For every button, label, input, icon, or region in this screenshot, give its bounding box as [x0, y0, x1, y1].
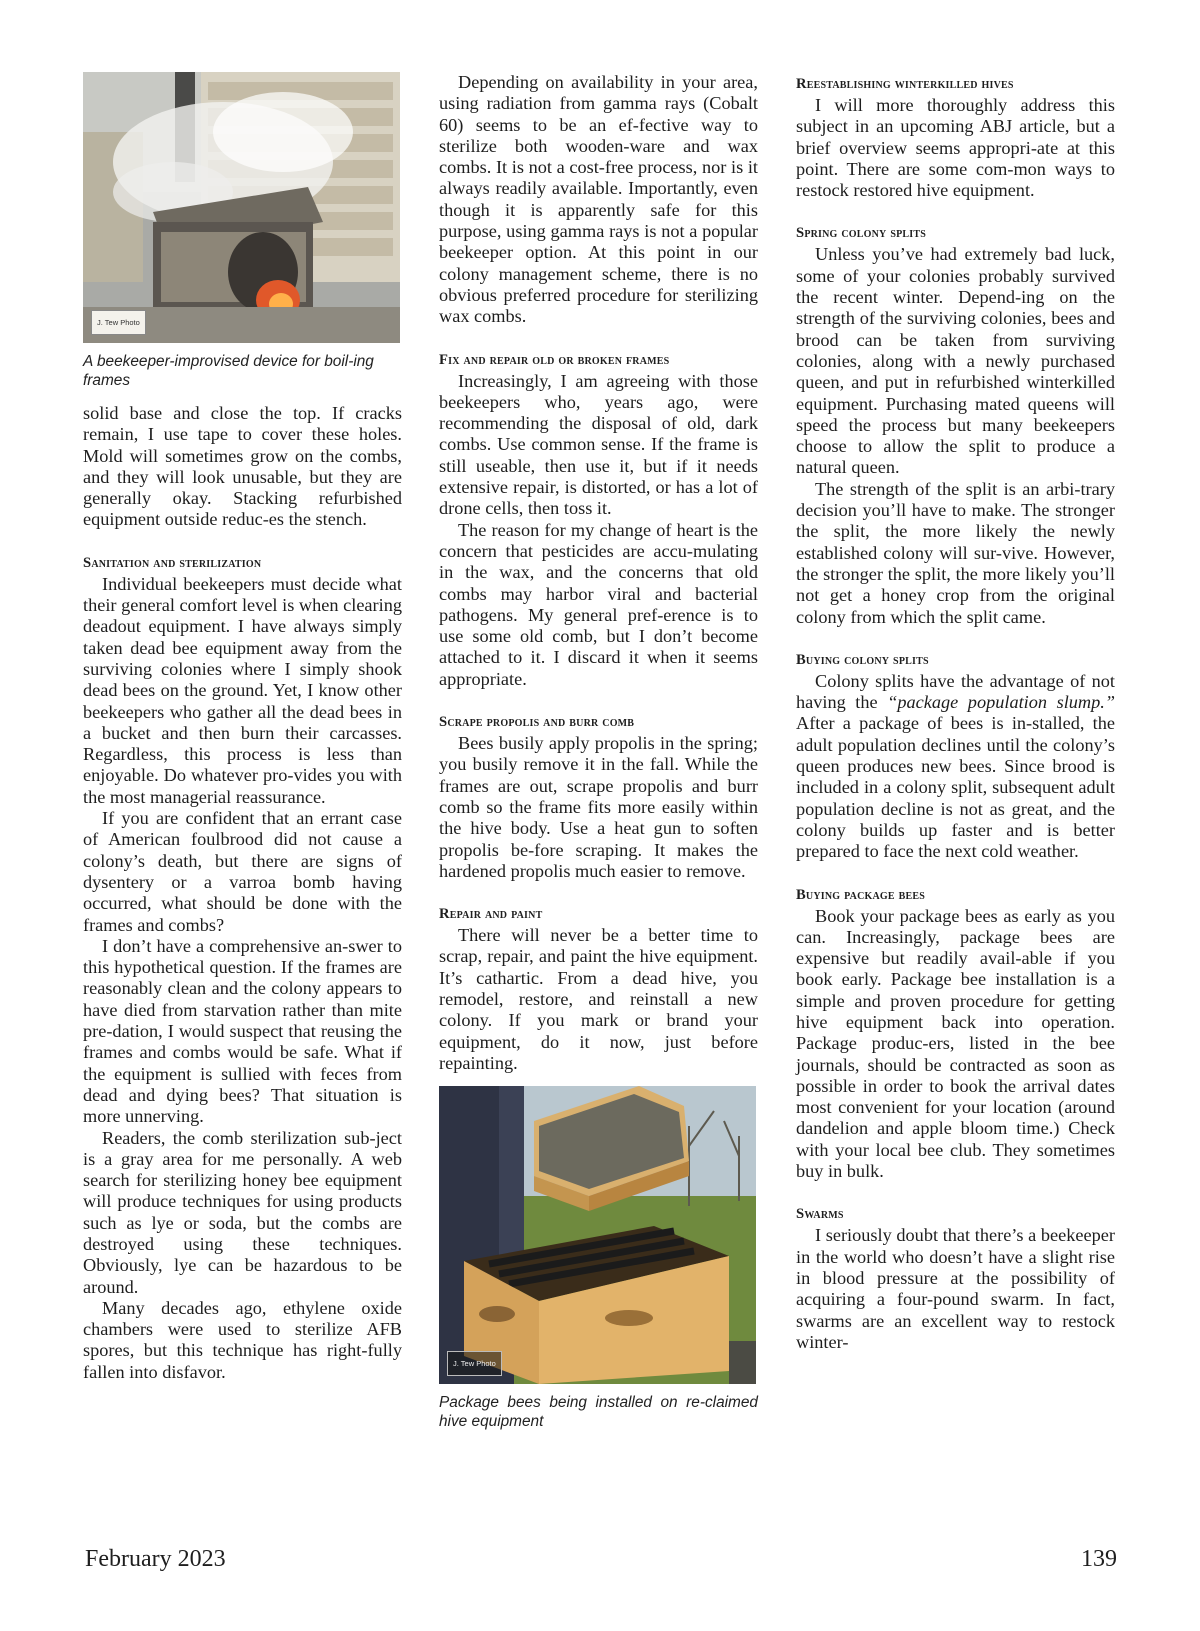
page-number: 139 — [1081, 1546, 1117, 1572]
section-heading: Buying package bees — [796, 886, 925, 903]
paragraph: If you are confident that an errant case of American foulbrood did not cause a colony’s death, but there are signs of dysentery or a varroa bomb having occurred, what should be done with the frames and combs? — [83, 808, 402, 935]
section-heading: Repair and paint — [439, 906, 543, 923]
package-bees-photo — [439, 1086, 756, 1384]
paragraph-text: Colony splits have the advantage of not having the — [796, 670, 1115, 713]
paragraph: Individual beekeepers must decide what their general comfort level is when clearing deadout equipment. I have always simply taken dead bee equipment away from the surviving colonies where I simply shook dead bees on the ground. Yet, I know other beekeepers who gather all the dead bees in a bucket and then burn their carcasses. Regardless, this process is less than enjoyable. Do whatever pro-vides you with the most managerial reassurance. — [83, 573, 402, 807]
paragraph: Many decades ago, ethylene oxide chambers were used to sterilize AFB spores, but this technique has right-fully fallen into disfavor. — [83, 1297, 402, 1382]
paragraph: I don’t have a comprehensive an-swer to this hypothetical question. If the frames are reasonably clean and the colony appears to have died from starvation rather than mite pre-dation, I would suspect that reusing the frames and combs would be safe. What if the equipment is sullied with feces from dead and dying bees? That situation is more unnerving. — [83, 935, 402, 1127]
section-heading: Swarms — [796, 1206, 844, 1223]
paragraph: Bees busily apply propolis in the spring; you busily remove it in the fall. While the frames are out, scrape propolis and burr comb so the frame fits more easily within the hive body. Use a heat gun to soften propolis be-fore scraping. It makes the hardened propolis much easier to remove. — [439, 733, 758, 881]
emphasized-phrase: “package population slump.” — [887, 692, 1115, 713]
photo-credit: J. Tew Photo — [91, 310, 146, 335]
paragraph: Depending on availability in your area, using radiation from gamma rays (Cobalt 60) seems to be an ef-fective way to sterilize both wooden-ware and wax combs. It is not a cost-free process, nor is it always readily available. Importantly, even though it is apparently safe for this purpose, using gamma rays is not a popular beekeeper option. At this point in our colony management scheme, there is no obvious preferred procedure for sterilizing wax combs. — [439, 72, 758, 327]
paragraph: Book your package bees as early as you can. Increasingly, package bees are expensive but readily avail-able if you book early. Package bee installation is a simple and proven procedure for getting hive equipment back into operation. Package produc-ers, listed in the bee journals, should be contracted as soon as possible in order to book the arrival dates most convenient for your location (around dandelion and apple bloom time.) Check with your local bee club. They sometimes buy in bulk. — [796, 905, 1115, 1182]
issue-date: February 2023 — [85, 1546, 226, 1572]
paragraph: solid base and close the top. If cracks remain, I use tape to cover these holes. Mold will sometimes grow on the combs, and they will look unusable, but they are generally okay. Stacking refurbished equipment outside reduc-es the stench. — [83, 403, 402, 530]
column-3 — [796, 74, 1115, 1353]
section-heading: Reestablishing winterkilled hives — [796, 76, 1014, 92]
paragraph — [796, 671, 1115, 863]
section-heading: Sanitation and sterilization — [83, 554, 262, 571]
paragraph-text: After a package of bees is in-stalled, the adult population declines until the colony’s queen produces new bees. Since brood is included in a colony split, subsequent adult population decline is not as great, and the colony builds up faster and is better prepared to face the next cold weather. — [796, 713, 1115, 862]
paragraph: Readers, the comb sterilization sub-ject is a gray area for me personally. A web search for sterilizing honey bee equipment will produce techniques for using products such as lye or soda, but the combs are destroyed using these techniques. Obviously, lye can be hazardous to be around. — [83, 1127, 402, 1297]
paragraph: The reason for my change of heart is the concern that pesticides are accu-mulating in the wax, and the concerns that old combs may harbor viral and bacterial pathogens. My general pref-erence is to use some old comb, but I don’t become attached to it. I discard it when it seems appropriate. — [439, 519, 758, 689]
section-heading: Scrape propolis and burr comb — [439, 714, 635, 731]
boiling-frames-photo — [83, 72, 400, 343]
paragraph: Unless you’ve had extremely bad luck, some of your colonies probably survived the recent winter. Depend-ing on the strength of the surviving colonies, bees and brood can be taken from surviving colonies, along with a newly purchased queen, and put in refurbished winterkilled equipment. Purchasing mated queens will speed the process but many beekeepers choose to allow the split to produce a natural queen. — [796, 244, 1115, 478]
section-heading: Fix and repair old or broken frames — [439, 351, 670, 368]
paragraph: Increasingly, I am agreeing with those beekeepers who, years ago, were recommending the disposal of old, dark combs. Use common sense. If the frame is still useable, then use it, but if it needs extensive repair, is distorted, or has a lot of drone cells, then toss it. — [439, 370, 758, 519]
paragraph: I will more thoroughly address this subject in an upcoming ABJ article, but a brief overview seems appropri-ate at this point. There are some com-mon ways to restock restored hive equipment. — [796, 95, 1115, 201]
column-1 — [83, 72, 402, 1383]
section-heading: Buying colony splits — [796, 651, 929, 668]
photo-credit: J. Tew Photo — [447, 1351, 502, 1376]
section-heading: Spring colony splits — [796, 225, 926, 242]
paragraph: There will never be a better time to scrap, repair, and paint the hive equipment. It’s cathartic. From a dead hive, you remodel, restore, and reinstall a new colony. If you mark or brand your equipment, do it now, just before repainting. — [439, 925, 758, 1073]
paragraph: The strength of the split is an arbi-trary decision you’ll have to make. The stronger the split, the more likely the newly established colony will sur-vive. However, the stronger the split, the more likely you’ll not get a honey crop from the original colony from which the split came. — [796, 478, 1115, 627]
package-bees-illustration — [439, 1086, 756, 1384]
boiling-frames-illustration — [83, 72, 400, 343]
paragraph: I seriously doubt that there’s a beekeeper in the world who doesn’t have a slight rise in blood pressure at the possibility of acquiring a four-pound swarm. In fact, swarms are an excellent way to restock winter- — [796, 1225, 1115, 1352]
figure-caption: Package bees being installed on re-claimed hive equipment — [439, 1394, 758, 1431]
column-2 — [439, 72, 758, 1444]
figure-caption: A beekeeper-improvised device for boil-ing frames — [83, 353, 374, 389]
